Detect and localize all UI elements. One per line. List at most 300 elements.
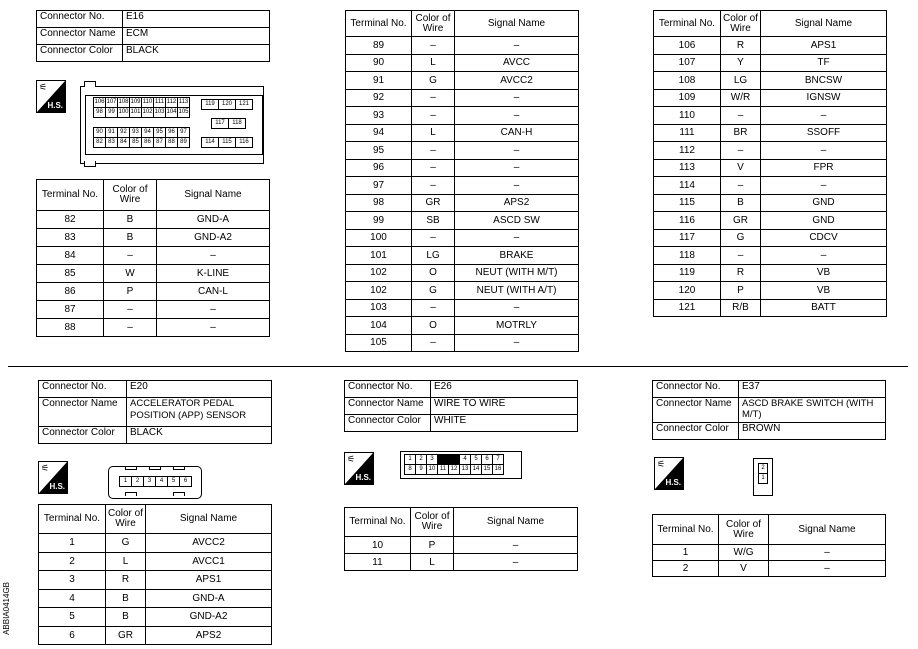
wire-color-cell: B <box>721 194 761 212</box>
table-row <box>39 571 272 590</box>
signal-name-cell: – <box>455 107 579 125</box>
terminal-no-cell: 102 <box>346 264 412 282</box>
connector-pin <box>438 455 460 464</box>
e20-terminal-table <box>38 504 272 645</box>
signal-name-cell: – <box>761 247 887 265</box>
signal-name-cell: – <box>455 229 579 247</box>
terminal-no-cell: 88 <box>37 319 104 337</box>
wire-color-header: Color of Wire <box>719 515 769 545</box>
connector-pin: 88 <box>166 138 178 147</box>
connector-color-value: BLACK <box>127 427 272 444</box>
connector-pin: 1 <box>120 477 132 486</box>
connector-pin: 100 <box>118 109 129 115</box>
connector-pin: 1 <box>761 475 765 481</box>
connector-pin: 119 <box>202 100 219 109</box>
figure-code: ABBIA0414GB <box>2 582 11 635</box>
connector-latch <box>84 81 96 87</box>
table-row <box>654 299 887 317</box>
wire-color-cell: O <box>412 264 455 282</box>
table-row <box>39 589 272 608</box>
wire-color-cell: W <box>104 265 157 283</box>
signal-name-cell: – <box>454 537 578 554</box>
wire-color-cell: – <box>721 247 761 265</box>
terminal-no-header: Terminal No. <box>653 515 719 545</box>
signal-name-cell: AVCC2 <box>455 72 579 90</box>
signal-name-cell: APS1 <box>146 571 272 590</box>
table-row <box>37 247 270 265</box>
connector-no-label: Connector No. <box>37 11 123 28</box>
table-row <box>654 264 887 282</box>
connector-pin: 4 <box>460 455 471 464</box>
connector-pin: 6 <box>183 478 188 484</box>
terminal-no-cell: 121 <box>654 299 721 317</box>
connector-name-value: ASCD BRAKE SWITCH (WITH M/T) <box>739 398 886 423</box>
connector-pin: 5 <box>471 455 482 464</box>
connector-pin: 14 <box>471 465 482 474</box>
table-row <box>654 107 887 125</box>
terminal-no-cell: 111 <box>654 124 721 142</box>
e37-terminal-table <box>652 514 886 577</box>
wire-color-cell: GR <box>412 194 455 212</box>
table-row <box>654 37 887 55</box>
wire-color-cell: – <box>412 334 455 352</box>
terminal-no-cell: 108 <box>654 72 721 90</box>
signal-name-cell: – <box>455 299 579 317</box>
section-divider <box>8 366 908 367</box>
connector-pin: 118 <box>232 120 242 126</box>
signal-name-header: Signal Name <box>157 180 270 211</box>
terminal-no-cell: 112 <box>654 142 721 160</box>
connector-pin: 85 <box>130 138 142 147</box>
connector-pin: 90 <box>94 128 106 137</box>
signal-name-cell: IGNSW <box>761 89 887 107</box>
connector-pin: 91 <box>106 128 118 137</box>
wire-color-cell: BR <box>721 124 761 142</box>
signal-name-cell: CAN-H <box>455 124 579 142</box>
table-row <box>346 212 579 230</box>
hs-harness-side-icon: ⚟ H.S. <box>36 80 66 113</box>
table-row <box>346 54 579 72</box>
connector-pin: 5 <box>168 477 180 486</box>
wire-color-header: Color of Wire <box>106 505 146 534</box>
signal-name-cell: BATT <box>761 299 887 317</box>
table-row <box>654 124 887 142</box>
table-row <box>653 561 886 577</box>
table-row <box>654 282 887 300</box>
table-row <box>37 301 270 319</box>
wire-color-cell: – <box>721 177 761 195</box>
terminal-no-header: Terminal No. <box>345 508 411 537</box>
signal-name-cell: – <box>455 37 579 55</box>
table-row <box>345 554 578 571</box>
wire-color-cell: R <box>721 37 761 55</box>
e26-connector-face <box>400 451 522 479</box>
signal-name-cell: GND <box>761 212 887 230</box>
terminal-no-header: Terminal No. <box>346 11 412 37</box>
connector-no-value: E20 <box>127 381 272 398</box>
terminal-no-cell: 1 <box>653 545 719 561</box>
connector-pin: 86 <box>142 138 154 147</box>
wire-color-cell: P <box>104 283 157 301</box>
wire-color-cell: – <box>412 37 455 55</box>
signal-name-cell: NEUT (WITH A/T) <box>455 282 579 300</box>
table-row <box>37 211 270 229</box>
connector-no-value: E26 <box>431 381 578 398</box>
wire-color-cell: Y <box>721 54 761 72</box>
wire-color-cell: B <box>104 211 157 229</box>
table-row <box>654 247 887 265</box>
wire-color-cell: B <box>106 608 146 627</box>
signal-name-cell: – <box>761 177 887 195</box>
connector-no-label: Connector No. <box>653 381 739 398</box>
terminal-no-cell: 115 <box>654 194 721 212</box>
connector-pin: 16 <box>494 466 502 472</box>
connector-pin: 3 <box>144 477 156 486</box>
connector-name-value: ECM <box>123 28 270 45</box>
e16-terminal-table-1 <box>36 179 270 337</box>
terminal-no-cell: 113 <box>654 159 721 177</box>
connector-color-label: Connector Color <box>37 45 123 62</box>
connector-pin: 99 <box>106 108 118 117</box>
connector-pin: 97 <box>180 129 187 135</box>
connector-pin: 1 <box>405 455 416 464</box>
connector-pin: 2 <box>416 455 427 464</box>
signal-name-cell: APS2 <box>455 194 579 212</box>
terminal-no-cell: 105 <box>346 334 412 352</box>
connector-pin: 116 <box>239 139 249 145</box>
wire-color-cell: R <box>721 264 761 282</box>
connector-pin: 15 <box>482 465 493 474</box>
terminal-no-cell: 87 <box>37 301 104 319</box>
terminal-no-cell: 100 <box>346 229 412 247</box>
terminal-no-cell: 98 <box>346 194 412 212</box>
connector-key <box>149 466 161 470</box>
connector-no-value: E37 <box>739 381 886 398</box>
terminal-no-cell: 114 <box>654 177 721 195</box>
wire-color-cell: – <box>412 299 455 317</box>
wire-color-cell: LG <box>412 247 455 265</box>
connector-name-value: WIRE TO WIRE <box>431 398 578 415</box>
connector-pin: 13 <box>460 465 471 474</box>
connector-name-label: Connector Name <box>653 398 739 423</box>
signal-name-cell: – <box>157 301 270 319</box>
terminal-no-cell: 84 <box>37 247 104 265</box>
e26-connector-info <box>344 380 578 432</box>
wire-color-cell: – <box>412 229 455 247</box>
terminal-no-cell: 110 <box>654 107 721 125</box>
terminal-no-cell: 101 <box>346 247 412 265</box>
e16-terminal-table-3 <box>653 10 887 317</box>
connector-pin: 2 <box>132 477 144 486</box>
connector-pin: 106 <box>94 99 105 105</box>
signal-name-header: Signal Name <box>769 515 886 545</box>
terminal-no-cell: 5 <box>39 608 106 627</box>
wire-color-cell: GR <box>106 626 146 645</box>
table-row <box>37 319 270 337</box>
wire-color-cell: – <box>412 142 455 160</box>
connector-pin: 98 <box>94 108 106 117</box>
wire-color-cell: G <box>412 72 455 90</box>
connector-pin: 107 <box>106 99 117 105</box>
wire-color-header: Color of Wire <box>721 11 761 37</box>
e16-connector-info <box>36 10 270 62</box>
terminal-no-header: Terminal No. <box>37 180 104 211</box>
wire-color-cell: V <box>719 561 769 577</box>
signal-name-cell: – <box>455 177 579 195</box>
signal-name-header: Signal Name <box>454 508 578 537</box>
e37-connector-face <box>753 458 773 496</box>
connector-pin: 83 <box>106 138 118 147</box>
terminal-no-cell: 120 <box>654 282 721 300</box>
wire-color-cell: – <box>721 107 761 125</box>
terminal-no-cell: 102 <box>346 282 412 300</box>
wire-color-cell: – <box>721 142 761 160</box>
connector-pin: 110 <box>142 99 153 105</box>
terminal-no-cell: 107 <box>654 54 721 72</box>
table-row <box>37 229 270 247</box>
connector-pin: 96 <box>166 128 178 137</box>
connector-name-label: Connector Name <box>345 398 431 415</box>
signal-name-cell: – <box>157 247 270 265</box>
connector-pin: 9 <box>416 465 427 474</box>
wire-color-cell: P <box>411 537 454 554</box>
terminal-no-cell: 103 <box>346 299 412 317</box>
signal-name-cell: GND-A <box>146 589 272 608</box>
signal-name-cell: GND-A <box>157 211 270 229</box>
signal-name-cell: BRAKE <box>455 247 579 265</box>
connector-pin: 89 <box>180 139 187 145</box>
wire-color-header: Color of Wire <box>412 11 455 37</box>
wire-color-cell: LG <box>721 72 761 90</box>
signal-name-cell: – <box>455 142 579 160</box>
e16-connector-face <box>80 86 264 164</box>
terminal-no-cell: 116 <box>654 212 721 230</box>
table-row <box>653 545 886 561</box>
terminal-no-cell: 10 <box>345 537 411 554</box>
connector-color-label: Connector Color <box>39 427 127 444</box>
signal-name-cell: AVCC2 <box>146 534 272 553</box>
terminal-no-cell: 96 <box>346 159 412 177</box>
signal-name-cell: – <box>761 142 887 160</box>
table-row <box>346 107 579 125</box>
connector-pin: 104 <box>166 109 177 115</box>
table-row <box>346 72 579 90</box>
terminal-no-cell: 85 <box>37 265 104 283</box>
connector-no-value: E16 <box>123 11 270 28</box>
signal-name-cell: VB <box>761 264 887 282</box>
signal-name-cell: K-LINE <box>157 265 270 283</box>
terminal-no-cell: 1 <box>39 534 106 553</box>
signal-name-cell: TF <box>761 54 887 72</box>
table-row <box>39 608 272 627</box>
connector-pin: 11 <box>438 465 449 474</box>
connector-name-value: ACCELERATOR PEDAL POSITION (APP) SENSOR <box>127 398 272 427</box>
terminal-no-cell: 99 <box>346 212 412 230</box>
connector-color-value: WHITE <box>431 415 578 432</box>
table-row <box>346 177 579 195</box>
connector-key <box>125 492 137 496</box>
terminal-no-header: Terminal No. <box>654 11 721 37</box>
wire-color-cell: SB <box>412 212 455 230</box>
connector-pin: 111 <box>154 99 165 105</box>
terminal-no-cell: 86 <box>37 283 104 301</box>
table-row <box>346 317 579 335</box>
table-row <box>654 159 887 177</box>
terminal-no-cell: 97 <box>346 177 412 195</box>
table-row <box>346 159 579 177</box>
connector-key <box>173 492 185 496</box>
signal-name-cell: – <box>157 319 270 337</box>
table-row <box>346 299 579 317</box>
connector-pin: 120 <box>219 100 236 109</box>
connector-pin: 6 <box>482 455 493 464</box>
terminal-no-cell: 82 <box>37 211 104 229</box>
table-row <box>346 142 579 160</box>
table-row <box>346 124 579 142</box>
table-row <box>654 229 887 247</box>
wire-color-cell: R <box>106 571 146 590</box>
connector-pin: 112 <box>166 99 177 105</box>
wire-color-cell: – <box>412 177 455 195</box>
terminal-no-cell: 104 <box>346 317 412 335</box>
e20-connector-info <box>38 380 272 444</box>
wire-color-cell: – <box>412 107 455 125</box>
signal-name-cell: GND <box>761 194 887 212</box>
terminal-no-cell: 2 <box>653 561 719 577</box>
hs-harness-side-icon: ⚟ H.S. <box>654 457 684 490</box>
connector-pin: 2 <box>759 464 767 474</box>
connector-color-value: BLACK <box>123 45 270 62</box>
connector-pin: 94 <box>142 128 154 137</box>
table-row <box>39 552 272 571</box>
e37-connector-info <box>652 380 886 440</box>
connector-pin: 8 <box>405 465 416 474</box>
signal-name-cell: VB <box>761 282 887 300</box>
connector-pin: 114 <box>202 138 219 147</box>
connector-pin: 93 <box>130 128 142 137</box>
connector-pin: 121 <box>238 101 249 107</box>
connector-pin: 105 <box>178 109 189 115</box>
table-row <box>654 194 887 212</box>
wire-color-cell: G <box>721 229 761 247</box>
connector-pin: 103 <box>154 109 165 115</box>
wire-color-cell: L <box>106 552 146 571</box>
connector-no-label: Connector No. <box>345 381 431 398</box>
terminal-no-cell: 89 <box>346 37 412 55</box>
e20-pin-block <box>119 476 192 487</box>
connector-pin: 4 <box>156 477 168 486</box>
terminal-no-cell: 119 <box>654 264 721 282</box>
signal-name-cell: GND-A2 <box>146 608 272 627</box>
connector-pin: 84 <box>118 138 130 147</box>
wire-color-cell: R/B <box>721 299 761 317</box>
e16-pin-block-right-mid <box>211 118 246 129</box>
connector-name-label: Connector Name <box>39 398 127 427</box>
table-row <box>654 142 887 160</box>
terminal-no-cell: 92 <box>346 89 412 107</box>
signal-name-header: Signal Name <box>146 505 272 534</box>
table-row <box>654 89 887 107</box>
connector-pin: 10 <box>427 465 438 474</box>
terminal-no-cell: 4 <box>39 589 106 608</box>
signal-name-cell: GND-A2 <box>157 229 270 247</box>
table-row <box>37 265 270 283</box>
table-row <box>346 247 579 265</box>
table-row <box>654 177 887 195</box>
wire-color-cell: – <box>412 89 455 107</box>
connector-pin: 113 <box>178 99 189 105</box>
table-row <box>346 89 579 107</box>
signal-name-header: Signal Name <box>455 11 579 37</box>
e16-pin-block-right-bottom <box>201 137 253 148</box>
connector-pin: 102 <box>142 109 153 115</box>
signal-name-cell: – <box>455 89 579 107</box>
terminal-no-cell: 118 <box>654 247 721 265</box>
table-row <box>345 537 578 554</box>
signal-name-cell: – <box>769 545 886 561</box>
connector-pin: 92 <box>118 128 130 137</box>
signal-name-cell: AVCC <box>455 54 579 72</box>
terminal-no-cell: 94 <box>346 124 412 142</box>
terminal-no-cell: 109 <box>654 89 721 107</box>
connector-pin: 87 <box>154 138 166 147</box>
connector-key <box>125 466 137 470</box>
signal-name-cell: BNCSW <box>761 72 887 90</box>
terminal-no-header: Terminal No. <box>39 505 106 534</box>
table-row <box>346 229 579 247</box>
hs-harness-side-icon: ⚟ H.S. <box>344 452 374 485</box>
wire-color-cell: W/R <box>721 89 761 107</box>
terminal-no-cell: 2 <box>39 552 106 571</box>
wire-color-cell: B <box>106 589 146 608</box>
table-row <box>654 212 887 230</box>
e26-pin-block <box>404 454 504 475</box>
connector-pin: 82 <box>94 138 106 147</box>
wire-color-cell: L <box>412 54 455 72</box>
signal-name-header: Signal Name <box>761 11 887 37</box>
table-row <box>39 626 272 645</box>
wire-color-cell: O <box>412 317 455 335</box>
e16-pin-block-right <box>201 99 253 110</box>
terminal-no-cell: 93 <box>346 107 412 125</box>
connector-pin: 117 <box>212 119 229 128</box>
connector-pin: 95 <box>154 128 166 137</box>
signal-name-cell: CAN-L <box>157 283 270 301</box>
wire-color-cell: – <box>412 159 455 177</box>
terminal-no-cell: 3 <box>39 571 106 590</box>
signal-name-cell: FPR <box>761 159 887 177</box>
wire-color-cell: – <box>104 301 157 319</box>
e26-terminal-table <box>344 507 578 571</box>
wire-color-header: Color of Wire <box>104 180 157 211</box>
terminal-no-cell: 95 <box>346 142 412 160</box>
signal-name-cell: APS1 <box>761 37 887 55</box>
table-row <box>39 534 272 553</box>
signal-name-cell: CDCV <box>761 229 887 247</box>
table-row <box>346 37 579 55</box>
signal-name-cell: – <box>761 107 887 125</box>
connector-name-label: Connector Name <box>37 28 123 45</box>
signal-name-cell: NEUT (WITH M/T) <box>455 264 579 282</box>
connector-pin: 115 <box>219 138 236 147</box>
table-row <box>37 283 270 301</box>
table-row <box>346 334 579 352</box>
connector-pin: 108 <box>118 99 129 105</box>
table-row <box>654 72 887 90</box>
wire-color-cell: G <box>106 534 146 553</box>
table-row <box>346 194 579 212</box>
signal-name-cell: MOTRLY <box>455 317 579 335</box>
